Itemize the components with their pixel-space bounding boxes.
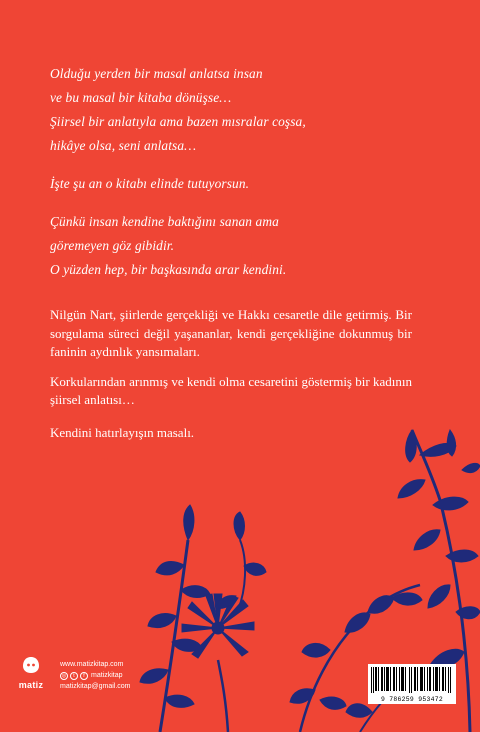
barcode-bars <box>371 667 453 693</box>
poem-line: Olduğu yerden bir masal anlatsa insan <box>50 66 263 81</box>
twitter-icon[interactable]: t <box>70 672 78 680</box>
isbn-barcode <box>368 664 456 704</box>
isbn-number: 9 786259 953472 <box>380 696 444 703</box>
instagram-icon[interactable]: ◎ <box>61 672 67 679</box>
social-icons <box>60 672 88 680</box>
poem-line: Çünkü insan kendine baktığını sanan ama <box>50 214 279 229</box>
social-handle[interactable]: matizkitap <box>91 672 123 679</box>
poem-line: hikâye olsa, seni anlatsa… <box>50 138 197 153</box>
poem-line: göremeyen göz gibidir. <box>50 238 175 253</box>
blurb-paragraph: Kendini hatırlayışın masalı. <box>50 424 195 440</box>
publisher-contact <box>60 659 200 692</box>
facebook-icon[interactable]: f <box>80 672 88 680</box>
poem-line: Şiirsel bir anlatıyla ama bazen mısralar coşsa, <box>50 114 306 129</box>
website-link[interactable]: www.matizkitap.com <box>60 661 124 668</box>
email-link[interactable]: matizkitap@gmail.com <box>60 683 131 690</box>
publisher-logo <box>14 656 48 690</box>
publisher-logo-icon <box>21 656 41 674</box>
poem-line: ve bu masal bir kitaba dönüşse… <box>50 90 232 105</box>
poem-line: İşte şu an o kitabı elinde tutuyorsun. <box>50 176 250 191</box>
blurb-paragraph: Nilgün Nart, şiirlerde gerçekliği ve Hakkı cesaretle dile getirmiş. Bir sorgulama süreci değil yaşananlar, kendi gerçekliğine dokunmuş bir faninin aydınlık yansımaları. <box>50 307 412 360</box>
poem-line: O yüzden hep, bir başkasında arar kendini. <box>50 262 287 277</box>
publisher-logo-text: matiz <box>18 680 44 690</box>
social-row <box>60 670 200 681</box>
blurb-paragraph: Korkularından arınmış ve kendi olma cesaretini göstermiş bir kadının şiirsel anlatısı… <box>50 373 412 408</box>
